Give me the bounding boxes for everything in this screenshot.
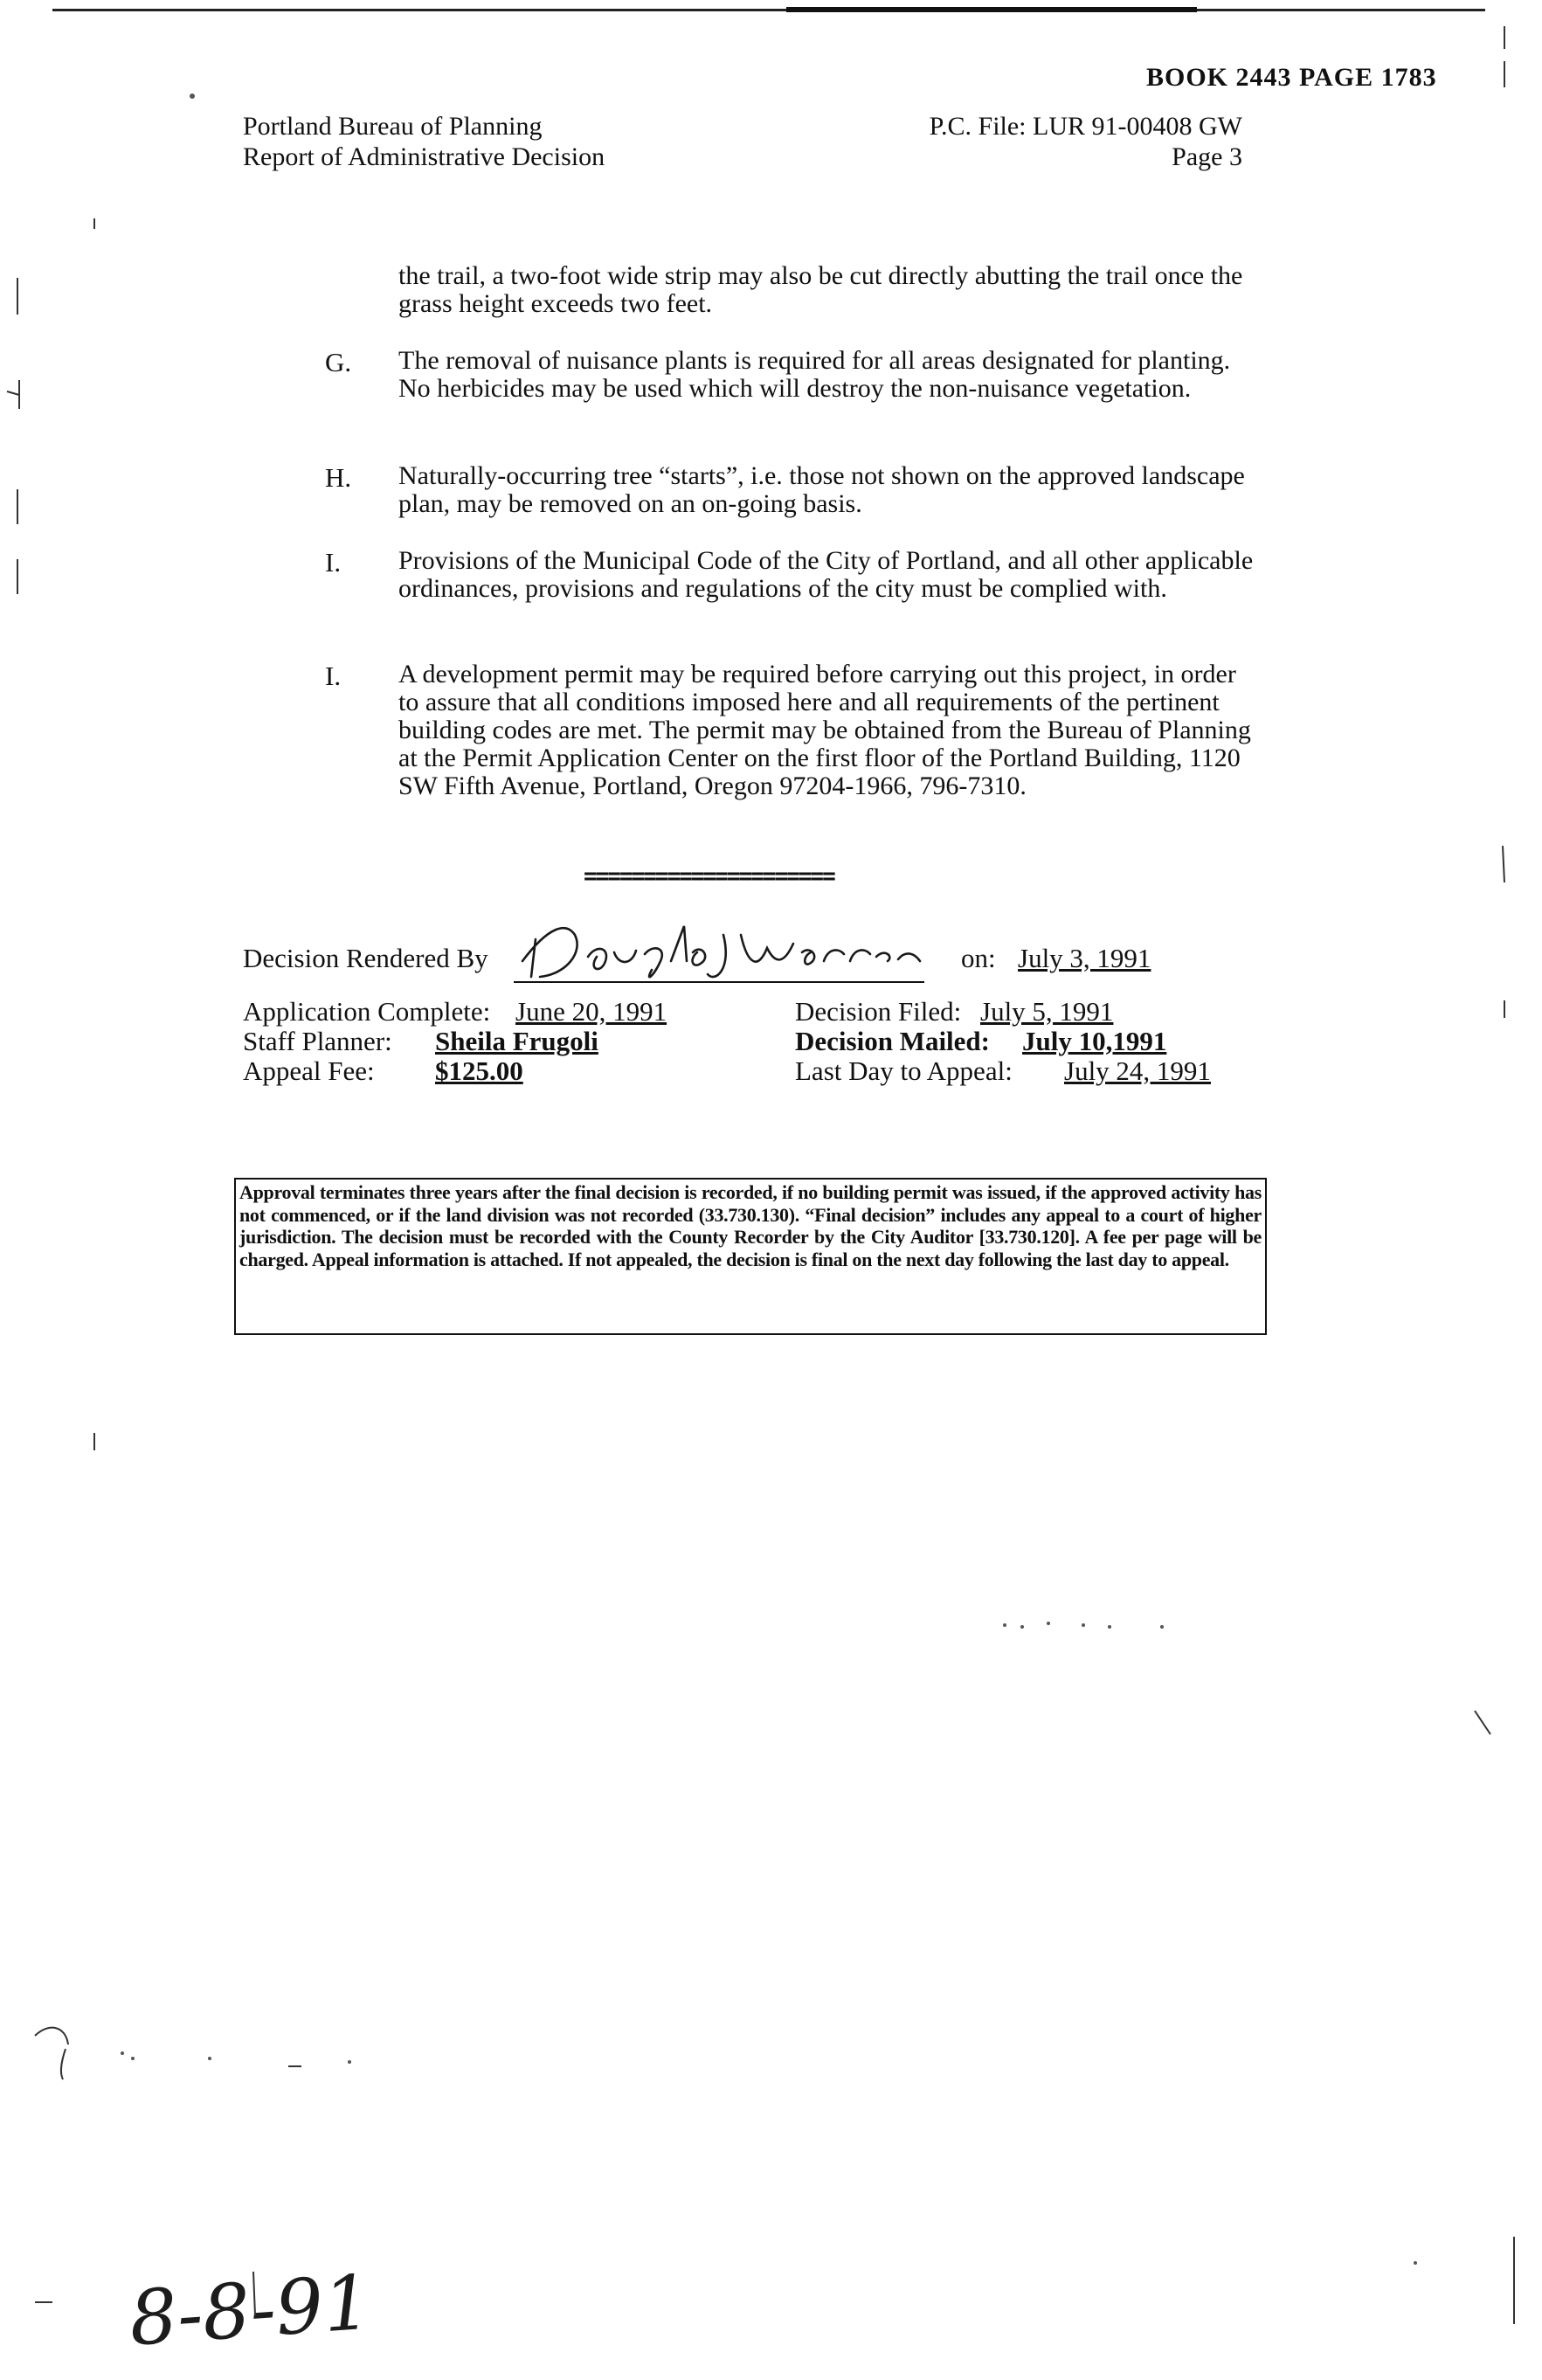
- on-label: on:: [961, 943, 996, 973]
- decision-filed-date: July 5, 1991: [980, 996, 1114, 1027]
- staff-planner-name: Sheila Frugoli: [435, 1026, 598, 1056]
- condition-letter-j: I.: [325, 661, 342, 691]
- approval-notice-box: Approval terminates three years after the final decision is recorded, if no building permit was issued, if the approved activity has not commenced, or if the land division was not recorded (33.730.130). “Final decision” includes any appeal to a court of higher jurisdiction. The decision must be recorded with the County Recorder by the City Auditor [33.730.120]. A fee per page will be charged. Appeal information is attached. If not appealed, the decision is final on the next day following the last day to appeal.: [234, 1178, 1267, 1335]
- application-complete-label: Application Complete:: [243, 996, 491, 1027]
- condition-letter-g: G.: [325, 347, 352, 377]
- separator-line: =====================: [584, 863, 834, 889]
- book-page-number: BOOK 2443 PAGE 1783: [1146, 63, 1437, 92]
- decision-mailed-label: Decision Mailed:: [795, 1026, 990, 1056]
- file-number: P.C. File: LUR 91-00408 GW: [929, 112, 1242, 141]
- last-day-label: Last Day to Appeal:: [795, 1055, 1013, 1086]
- condition-text-g: The removal of nuisance plants is required for all areas designated for planting. No herbicides may be used which will destroy the non-nuisance vegetation.: [398, 346, 1231, 403]
- appeal-fee-value: $125.00: [435, 1055, 523, 1086]
- page-number: Page 3: [1172, 142, 1242, 171]
- organization-name: Portland Bureau of Planning: [243, 112, 543, 141]
- handwritten-date: 8-8-91: [126, 2259, 375, 2363]
- condition-letter-h: H.: [325, 462, 352, 493]
- application-complete-date: June 20, 1991: [515, 996, 667, 1027]
- condition-text-i: Provisions of the Municipal Code of the City of Portland, and all other applicable ordinances, provisions and regulations of the city must be complied with.: [398, 546, 1254, 603]
- continuation-text: the trail, a two-foot wide strip may also be cut directly abutting the trail once the grass height exceeds two feet.: [398, 261, 1243, 318]
- decision-mailed-date: July 10,1991: [1022, 1026, 1167, 1056]
- last-day-date: July 24, 1991: [1064, 1055, 1211, 1086]
- rendered-by-label: Decision Rendered By: [243, 943, 488, 973]
- appeal-fee-label: Appeal Fee:: [243, 1055, 375, 1086]
- staff-planner-label: Staff Planner:: [243, 1026, 392, 1056]
- condition-text-h: Naturally-occurring tree “starts”, i.e. those not shown on the approved landscape plan, may be removed on an on-going basis.: [398, 461, 1245, 518]
- report-type: Report of Administrative Decision: [243, 142, 605, 171]
- decision-filed-label: Decision Filed:: [795, 996, 962, 1027]
- condition-text-j: A development permit may be required before carrying out this project, in order to assure that all conditions imposed here and all requirements of the pertinent building codes are met. The permit may be obtained from the Bureau of Planning at the Permit Application Center on the first floor of the Portland Building, 1120 SW Fifth Avenue, Portland, Oregon 97204-1966, 796-7310.: [398, 660, 1251, 800]
- rendered-on-date: July 3, 1991: [1018, 943, 1151, 973]
- condition-letter-i: I.: [325, 547, 342, 578]
